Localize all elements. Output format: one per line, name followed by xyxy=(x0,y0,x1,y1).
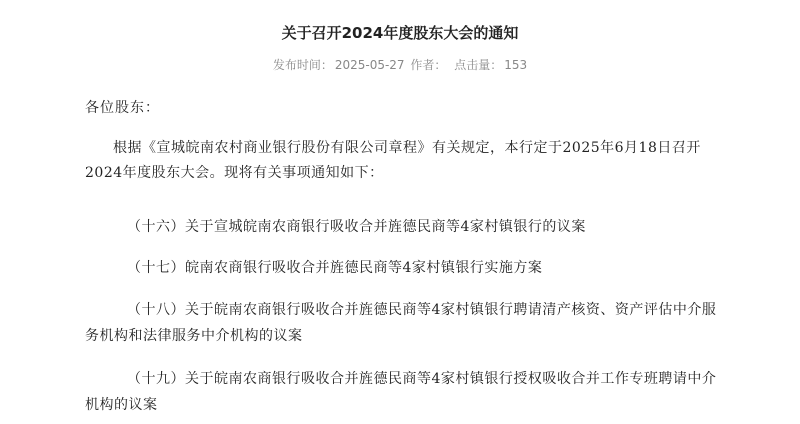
agenda-item-18: （十八）关于皖南农商银行吸收合并旌德民商等4家村镇银行聘请清产核资、资产评估中介服务机构和法律服务中介机构的议案 xyxy=(85,302,717,344)
publish-date: 2025-05-27 xyxy=(334,58,405,72)
views-count: 153 xyxy=(504,58,528,72)
agenda-item-19: （十九）关于皖南农商银行吸收合并旌德民商等4家村镇银行授权吸收合并工作专班聘请中介机构的议案 xyxy=(85,371,717,413)
author-label: 作者： xyxy=(410,58,447,72)
agenda-item-17: （十七）皖南农商银行吸收合并旌德民商等4家村镇银行实施方案 xyxy=(127,260,543,276)
salutation: 各位股东： xyxy=(85,100,160,116)
publish-time-label: 发布时间： xyxy=(272,58,333,72)
article-meta xyxy=(0,56,800,73)
views-label: 点击量： xyxy=(454,58,503,72)
page-title: 关于召开2024年度股东大会的通知 xyxy=(281,24,519,42)
intro-paragraph: 根据《宣城皖南农村商业银行股份有限公司章程》有关规定，本行定于2025年6月18日召开2024年度股东大会。现将有关事项通知如下： xyxy=(85,140,701,181)
agenda-item-16: （十六）关于宣城皖南农商银行吸收合并旌德民商等4家村镇银行的议案 xyxy=(127,219,586,235)
